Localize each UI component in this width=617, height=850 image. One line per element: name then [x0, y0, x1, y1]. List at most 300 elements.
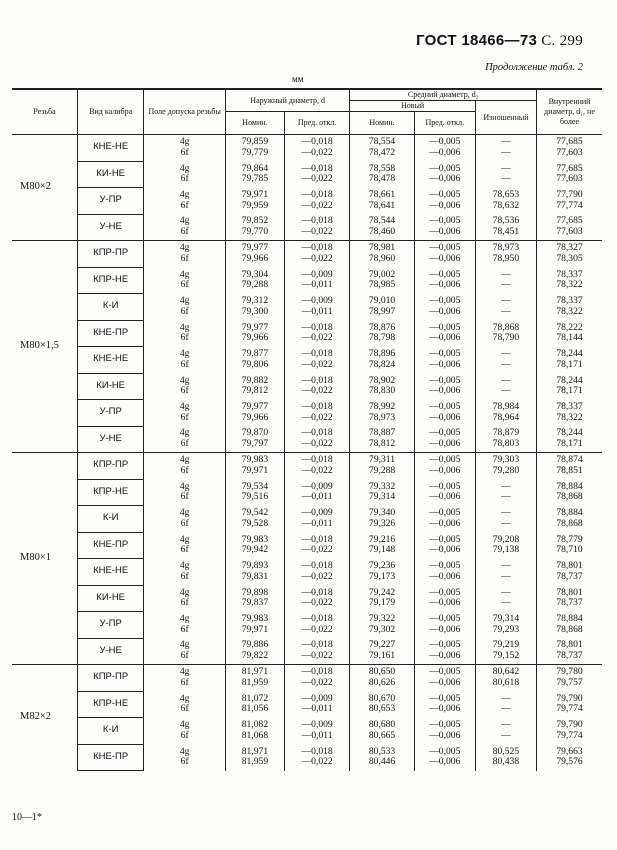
mean-nominal-value: 79,322 [368, 613, 396, 625]
gost-number: ГОСТ 18466—73 [416, 32, 538, 49]
thread-designation: М80×1,5 [12, 241, 77, 453]
outer-deviation-cell [284, 532, 349, 559]
outer-nominal-value: 79,528 [241, 517, 269, 529]
worn-value: 80,525 [492, 745, 520, 757]
worn-value: 80,438 [492, 756, 520, 768]
tolerance-value: 4g [179, 189, 190, 201]
mean-deviation-value: —0,005 [429, 295, 461, 307]
mean-nominal-value: 79,216 [368, 533, 396, 545]
mean-deviation-cell [414, 373, 475, 400]
mean-nominal-cell [350, 665, 414, 692]
worn-value: — [501, 147, 511, 158]
caliber-type: У-НЕ [77, 214, 144, 241]
inner-diameter-cell [537, 161, 602, 188]
tolerance-value: 6f [180, 623, 189, 635]
outer-nominal-value: 79,977 [241, 321, 269, 333]
outer-nominal-value: 79,977 [241, 242, 269, 254]
outer-nominal-value: 79,806 [241, 358, 269, 370]
mean-nominal-value: 79,010 [368, 295, 396, 307]
outer-nominal-value: 79,886 [241, 639, 269, 651]
mean-deviation-cell [414, 214, 475, 241]
outer-deviation-value: —0,022 [301, 358, 333, 370]
outer-deviation-value: —0,022 [301, 411, 333, 423]
worn-value: 78,653 [492, 189, 520, 201]
inner-diameter-cell [537, 506, 602, 533]
col-tolerance: Поле допуска резьбы [144, 89, 226, 135]
mean-nominal-cell [350, 691, 414, 718]
worn-cell [475, 214, 536, 241]
outer-deviation-value: —0,018 [301, 613, 333, 625]
tolerance-cell [144, 532, 226, 559]
mean-nominal-value: 78,460 [368, 226, 396, 237]
mean-deviation-value: —0,005 [429, 666, 461, 678]
col-caliber: Вид калибра [77, 89, 144, 135]
inner-diameter-cell [537, 294, 602, 321]
tolerance-value: 4g [179, 215, 190, 227]
mean-deviation-cell [414, 347, 475, 374]
worn-cell [475, 347, 536, 374]
mean-nominal-value: 80,665 [368, 729, 396, 741]
mean-nominal-cell [350, 559, 414, 586]
tolerance-value: 6f [180, 305, 189, 317]
worn-value: — [501, 173, 511, 185]
inner-diameter-value: 78,322 [556, 279, 583, 291]
mean-deviation-cell [414, 479, 475, 506]
mean-nominal-value: 78,812 [368, 438, 396, 449]
worn-value: — [501, 491, 511, 503]
outer-nominal-value: 79,983 [241, 533, 269, 545]
caliber-type: У-ПР [77, 188, 144, 215]
inner-diameter-cell [537, 453, 602, 480]
mean-deviation-cell [414, 241, 475, 268]
outer-nominal-cell [225, 559, 284, 586]
table-row [12, 161, 602, 188]
worn-value: — [501, 719, 511, 731]
inner-diameter-value: 78,322 [556, 411, 583, 423]
mean-deviation-cell [414, 267, 475, 294]
outer-nominal-cell [225, 691, 284, 718]
mean-nominal-value: 78,896 [368, 348, 396, 360]
tolerance-value: 4g [179, 666, 190, 678]
worn-cell [475, 267, 536, 294]
inner-diameter-value: 78,868 [556, 517, 583, 529]
mean-nominal-value: 78,960 [368, 253, 396, 264]
table-row [12, 532, 602, 559]
outer-deviation-value: —0,022 [301, 570, 333, 582]
worn-cell [475, 241, 536, 268]
outer-deviation-value: —0,009 [301, 295, 333, 307]
worn-value: 79,138 [492, 544, 520, 556]
mean-deviation-cell [414, 400, 475, 427]
outer-nominal-cell [225, 161, 284, 188]
outer-nominal-cell [225, 320, 284, 347]
mean-nominal-value: 78,973 [368, 411, 396, 423]
outer-nominal-value: 79,959 [241, 199, 269, 211]
table-continuation-note: Продолжение табл. 2 [485, 62, 583, 73]
outer-deviation-cell [284, 453, 349, 480]
worn-value: 78,868 [492, 321, 520, 333]
worn-cell [475, 188, 536, 215]
tolerance-value: 6f [180, 385, 189, 397]
mean-deviation-cell [414, 320, 475, 347]
outer-deviation-cell [284, 188, 349, 215]
caliber-type: КПР-ПР [77, 241, 144, 268]
worn-value: 80,618 [492, 677, 520, 688]
tolerance-value: 6f [180, 253, 189, 264]
inner-diameter-cell [537, 373, 602, 400]
mean-nominal-value: 79,302 [368, 623, 396, 635]
mean-nominal-cell [350, 214, 414, 241]
table-row [12, 718, 602, 745]
mean-deviation-value: —0,005 [429, 507, 461, 519]
inner-diameter-cell [537, 214, 602, 241]
mean-deviation-value: —0,005 [429, 136, 461, 148]
outer-deviation-value: —0,018 [301, 427, 333, 439]
table-row [12, 320, 602, 347]
outer-nominal-value: 79,852 [241, 215, 269, 227]
worn-cell [475, 718, 536, 745]
worn-value: 79,208 [492, 533, 520, 545]
table-row [12, 744, 602, 771]
outer-nominal-value: 79,785 [241, 173, 269, 185]
outer-deviation-value: —0,022 [301, 253, 333, 264]
inner-diameter-cell [537, 691, 602, 718]
mean-nominal-value: 80,446 [368, 756, 396, 768]
tolerance-value: 4g [179, 162, 190, 174]
worn-cell [475, 559, 536, 586]
worn-cell [475, 506, 536, 533]
caliber-type: КНЕ-ПР [77, 320, 144, 347]
worn-value: 80,642 [492, 666, 520, 678]
mean-nominal-cell [350, 400, 414, 427]
tolerance-cell [144, 373, 226, 400]
tolerance-value: 6f [180, 703, 189, 715]
outer-deviation-value: —0,018 [301, 136, 333, 148]
mean-nominal-value: 78,887 [368, 427, 396, 439]
mean-deviation-value: —0,005 [429, 268, 461, 280]
tolerance-value: 4g [179, 242, 190, 254]
worn-value: — [501, 374, 511, 386]
caliber-type: КПР-ПР [77, 453, 144, 480]
worn-value: 79,314 [492, 613, 520, 625]
outer-deviation-cell [284, 426, 349, 453]
tolerance-cell [144, 612, 226, 639]
tolerance-value: 4g [179, 348, 190, 360]
worn-cell [475, 479, 536, 506]
outer-deviation-value: —0,022 [301, 465, 333, 476]
outer-deviation-value: —0,011 [301, 729, 333, 741]
outer-nominal-value: 79,516 [241, 491, 269, 503]
mean-nominal-cell [350, 638, 414, 665]
outer-deviation-value: —0,009 [301, 692, 333, 704]
tolerance-value: 6f [180, 332, 189, 344]
mean-deviation-cell [414, 453, 475, 480]
tolerance-value: 6f [180, 597, 189, 609]
worn-value: — [501, 268, 511, 280]
mean-nominal-value: 79,311 [369, 454, 396, 466]
worn-value: 78,536 [492, 215, 520, 227]
mean-nominal-cell [350, 294, 414, 321]
worn-cell [475, 585, 536, 612]
inner-diameter-value: 77,603 [556, 147, 583, 158]
tolerance-value: 4g [179, 613, 190, 625]
outer-deviation-cell [284, 691, 349, 718]
inner-diameter-cell [537, 188, 602, 215]
outer-nominal-cell [225, 638, 284, 665]
outer-nominal-value: 81,959 [241, 756, 269, 768]
outer-deviation-value: —0,011 [301, 305, 333, 317]
worn-value: 78,964 [492, 411, 520, 423]
outer-nominal-value: 79,971 [241, 465, 269, 476]
caliber-type: КПР-ПР [77, 665, 144, 692]
worn-cell [475, 426, 536, 453]
outer-nominal-value: 79,831 [241, 570, 269, 582]
mean-nominal-value: 79,288 [368, 465, 396, 476]
page-footer: 10—1* [12, 812, 42, 823]
outer-nominal-value: 79,966 [241, 253, 269, 264]
mean-nominal-value: 78,554 [368, 136, 396, 148]
outer-deviation-value: —0,018 [301, 162, 333, 174]
mean-deviation-value: —0,006 [429, 199, 461, 211]
mean-nominal-cell [350, 267, 414, 294]
mean-deviation-cell [414, 638, 475, 665]
inner-diameter-value: 78,710 [556, 544, 583, 556]
outer-nominal-value: 79,779 [241, 147, 269, 158]
col-mean-diameter: Средний диаметр, d₂ [350, 89, 537, 101]
caliber-type: У-НЕ [77, 426, 144, 453]
inner-diameter-value: 78,171 [556, 438, 583, 449]
thread-gauge-table [12, 88, 602, 771]
inner-diameter-value: 78,322 [556, 305, 583, 317]
outer-nominal-cell [225, 479, 284, 506]
mean-nominal-value: 79,236 [368, 560, 396, 572]
outer-nominal-cell [225, 426, 284, 453]
worn-cell [475, 373, 536, 400]
inner-diameter-value: 78,244 [556, 427, 583, 439]
inner-diameter-value: 78,327 [556, 242, 583, 254]
worn-cell [475, 612, 536, 639]
mean-nominal-cell [350, 347, 414, 374]
outer-deviation-value: —0,009 [301, 268, 333, 280]
mean-nominal-cell [350, 718, 414, 745]
inner-diameter-value: 78,222 [556, 321, 583, 333]
mean-nominal-value: 80,650 [368, 666, 396, 678]
tolerance-value: 4g [179, 401, 190, 413]
mean-nominal-value: 79,314 [368, 491, 396, 503]
outer-deviation-cell [284, 665, 349, 692]
tolerance-value: 6f [180, 517, 189, 529]
outer-deviation-value: —0,022 [301, 756, 333, 768]
inner-diameter-cell [537, 241, 602, 268]
table-row [12, 559, 602, 586]
tolerance-value: 4g [179, 692, 190, 704]
outer-deviation-value: —0,022 [301, 173, 333, 185]
outer-nominal-cell [225, 585, 284, 612]
inner-diameter-value: 78,737 [556, 650, 583, 661]
outer-deviation-cell [284, 294, 349, 321]
worn-cell [475, 532, 536, 559]
mean-nominal-cell [350, 506, 414, 533]
mean-deviation-cell [414, 161, 475, 188]
inner-diameter-value: 78,801 [556, 586, 583, 598]
outer-deviation-value: —0,011 [301, 703, 333, 715]
caliber-type: КИ-НЕ [77, 161, 144, 188]
outer-nominal-value: 79,877 [241, 348, 269, 360]
inner-diameter-cell [537, 400, 602, 427]
tolerance-value: 6f [180, 226, 189, 237]
mean-deviation-cell [414, 532, 475, 559]
outer-deviation-value: —0,022 [301, 226, 333, 237]
tolerance-value: 6f [180, 465, 189, 476]
inner-diameter-value: 78,884 [556, 507, 583, 519]
outer-deviation-value: —0,009 [301, 719, 333, 731]
tolerance-cell [144, 294, 226, 321]
inner-diameter-value: 77,603 [556, 226, 583, 237]
mean-deviation-cell [414, 559, 475, 586]
inner-diameter-value: 78,868 [556, 623, 583, 635]
outer-deviation-cell [284, 161, 349, 188]
tolerance-cell [144, 453, 226, 480]
mean-deviation-value: —0,006 [429, 570, 461, 582]
outer-nominal-cell [225, 241, 284, 268]
table-row [12, 479, 602, 506]
mean-nominal-cell [350, 135, 414, 162]
mean-nominal-value: 79,326 [368, 517, 396, 529]
worn-cell [475, 161, 536, 188]
tolerance-value: 4g [179, 719, 190, 731]
table-row [12, 214, 602, 241]
outer-nominal-value: 79,893 [241, 560, 269, 572]
outer-deviation-value: —0,018 [301, 745, 333, 757]
inner-diameter-value: 79,790 [556, 719, 583, 731]
inner-diameter-value: 77,790 [556, 189, 583, 201]
table-row [12, 612, 602, 639]
table-row [12, 453, 602, 480]
worn-value: 79,293 [492, 623, 520, 635]
mean-deviation-value: —0,005 [429, 401, 461, 413]
col-d-deviation: Пред. откл. [284, 112, 349, 135]
mean-deviation-value: —0,006 [429, 147, 461, 158]
outer-nominal-cell [225, 400, 284, 427]
col-outer-diameter: Наружный диаметр, d [225, 89, 349, 112]
col-d2-nominal: Номин. [350, 112, 414, 135]
outer-nominal-cell [225, 188, 284, 215]
mean-nominal-value: 80,680 [368, 719, 396, 731]
mean-nominal-cell [350, 479, 414, 506]
mean-nominal-value: 78,876 [368, 321, 396, 333]
mean-deviation-cell [414, 294, 475, 321]
mean-nominal-value: 78,981 [368, 242, 396, 254]
mean-nominal-cell [350, 453, 414, 480]
table-row [12, 400, 602, 427]
inner-diameter-value: 78,337 [556, 401, 583, 413]
outer-nominal-cell [225, 294, 284, 321]
mean-deviation-value: —0,006 [429, 226, 461, 237]
outer-nominal-cell [225, 506, 284, 533]
worn-value: — [501, 517, 511, 529]
outer-nominal-value: 79,300 [241, 305, 269, 317]
mean-nominal-value: 79,179 [368, 597, 396, 609]
inner-diameter-cell [537, 347, 602, 374]
inner-diameter-cell [537, 267, 602, 294]
mean-deviation-value: —0,006 [429, 279, 461, 291]
mean-deviation-value: —0,006 [429, 305, 461, 317]
inner-diameter-value: 78,244 [556, 348, 583, 360]
outer-deviation-cell [284, 638, 349, 665]
outer-deviation-value: —0,011 [301, 491, 333, 503]
tolerance-value: 6f [180, 147, 189, 158]
table-row [12, 188, 602, 215]
outer-nominal-value: 79,797 [241, 438, 269, 449]
outer-nominal-value: 79,304 [241, 268, 269, 280]
inner-diameter-cell [537, 479, 602, 506]
mean-nominal-value: 78,544 [368, 215, 396, 227]
tolerance-cell [144, 638, 226, 665]
mean-nominal-value: 78,661 [368, 189, 396, 201]
worn-value: — [501, 162, 511, 174]
mean-nominal-value: 79,340 [368, 507, 396, 519]
mean-nominal-value: 80,653 [368, 703, 396, 715]
mean-deviation-value: —0,005 [429, 162, 461, 174]
mean-nominal-value: 79,002 [368, 268, 396, 280]
outer-nominal-cell [225, 718, 284, 745]
mean-nominal-value: 79,161 [368, 650, 396, 661]
mean-nominal-value: 78,478 [368, 173, 396, 185]
outer-deviation-cell [284, 400, 349, 427]
inner-diameter-value: 78,737 [556, 570, 583, 582]
caliber-type: КНЕ-ПР [77, 744, 144, 771]
worn-value: 78,790 [492, 332, 520, 344]
tolerance-value: 6f [180, 199, 189, 211]
outer-deviation-cell [284, 718, 349, 745]
mean-deviation-value: —0,005 [429, 692, 461, 704]
mean-deviation-value: —0,005 [429, 560, 461, 572]
mean-nominal-cell [350, 426, 414, 453]
table-body [12, 135, 602, 771]
col-worn: Изношенный [475, 101, 536, 135]
col-inner-diameter: Внутренний диаметр, d₁, не более [537, 89, 602, 135]
outer-deviation-value: —0,018 [301, 586, 333, 598]
mean-deviation-value: —0,006 [429, 729, 461, 741]
outer-nominal-value: 79,534 [241, 480, 269, 492]
outer-deviation-value: —0,018 [301, 639, 333, 651]
mean-nominal-cell [350, 320, 414, 347]
mean-nominal-value: 78,985 [368, 279, 396, 291]
outer-deviation-cell [284, 559, 349, 586]
tolerance-value: 4g [179, 586, 190, 598]
tolerance-value: 6f [180, 677, 189, 688]
table-row [12, 135, 602, 162]
tolerance-cell [144, 479, 226, 506]
outer-nominal-cell [225, 267, 284, 294]
outer-deviation-value: —0,022 [301, 332, 333, 344]
mean-deviation-value: —0,006 [429, 650, 461, 661]
worn-value: 79,219 [492, 639, 520, 651]
mean-nominal-value: 79,173 [368, 570, 396, 582]
worn-value: 78,950 [492, 253, 520, 264]
inner-diameter-value: 78,244 [556, 374, 583, 386]
mean-deviation-value: —0,005 [429, 215, 461, 227]
outer-deviation-cell [284, 320, 349, 347]
inner-diameter-value: 79,576 [556, 756, 583, 768]
outer-deviation-value: —0,018 [301, 348, 333, 360]
outer-nominal-value: 79,837 [241, 597, 269, 609]
table-row [12, 638, 602, 665]
mean-deviation-value: —0,006 [429, 332, 461, 344]
mean-deviation-cell [414, 612, 475, 639]
outer-nominal-cell [225, 135, 284, 162]
tolerance-cell [144, 188, 226, 215]
